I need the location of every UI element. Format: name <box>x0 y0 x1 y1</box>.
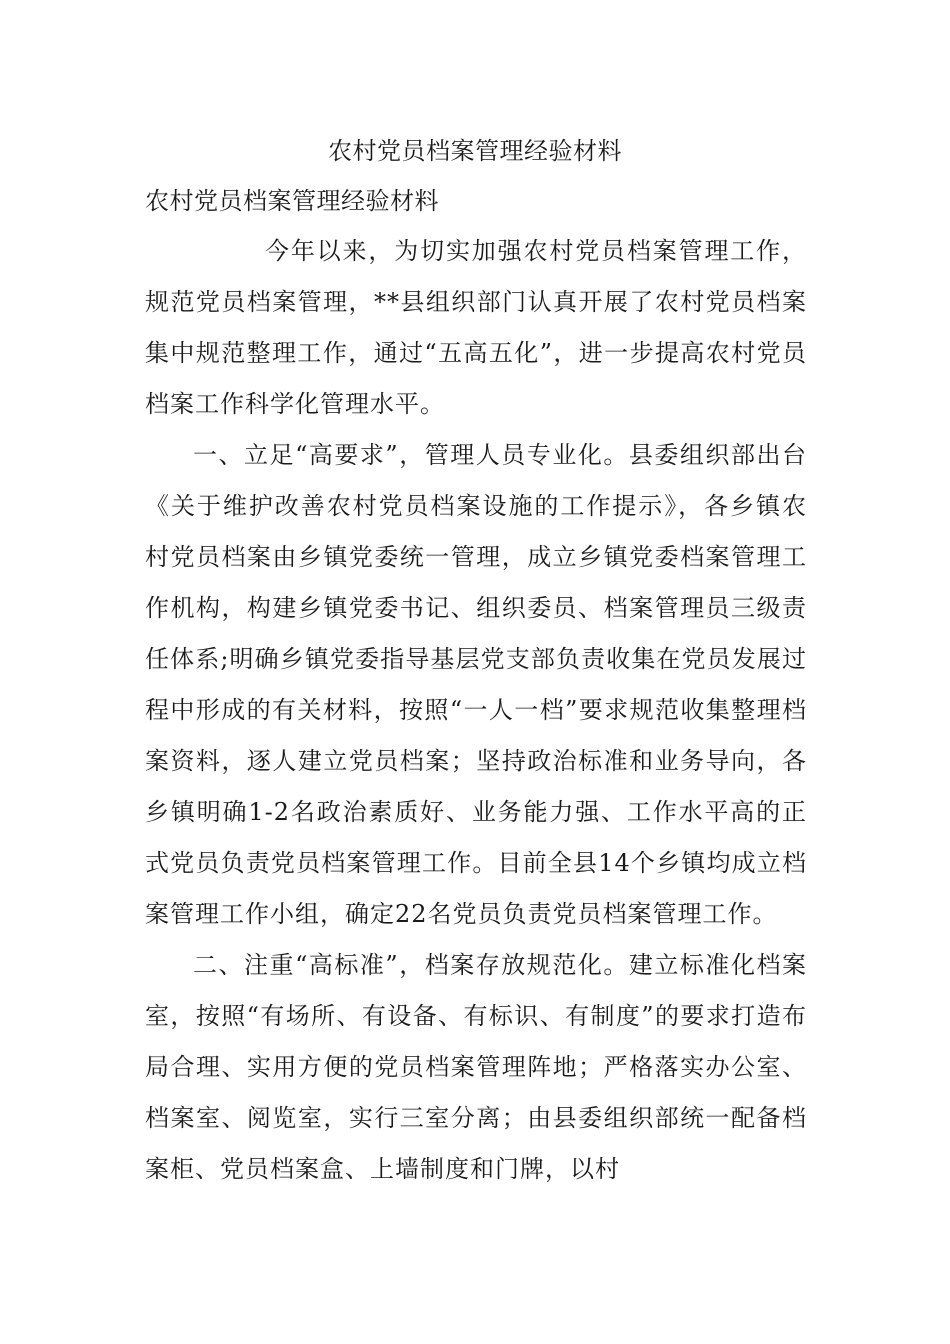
paragraph-section-one: 一、立足“高要求”，管理人员专业化。县委组织部出台《关于维护改善农村党员档案设施的工作提示》，各乡镇农村党员档案由乡镇党委统一管理，成立乡镇党委档案管理工作机构，构建乡镇党委书记、组织委员、档案管理员三级责任体系;明确乡镇党委指导基层党支部负责收集在党员发展过程中形成的有关材料，按照“一人一档”要求规范收集整理档案资料，逐人建立党员档案；坚持政治标准和业务导向，各乡镇明确1-2名政治素质好、业务能力强、工作水平高的正式党员负责党员档案管理工作。目前全县14个乡镇均成立档案管理工作小组，确定22名党员负责党员档案管理工作。 <box>145 441 807 928</box>
page-title: 农村党员档案管理经验材料 <box>328 137 622 165</box>
document-body <box>145 226 807 1195</box>
paragraph-intro: 今年以来，为切实加强农村党员档案管理工作，规范党员档案管理，**县组织部门认真开展了农村党员档案集中规范整理工作，通过“五高五化”，进一步提高农村党员档案工作科学化管理水平。 <box>145 237 807 418</box>
paragraph-section-two: 二、注重“高标准”，档案存放规范化。建立标准化档案室，按照“有场所、有设备、有标识、有制度”的要求打造布局合理、实用方便的党员档案管理阵地；严格落实办公室、档案室、阅览室，实行三室分离；由县委组织部统一配备档案柜、党员档案盒、上墙制度和门牌，以村 <box>145 951 807 1183</box>
document-subtitle: 农村党员档案管理经验材料 <box>145 187 439 215</box>
